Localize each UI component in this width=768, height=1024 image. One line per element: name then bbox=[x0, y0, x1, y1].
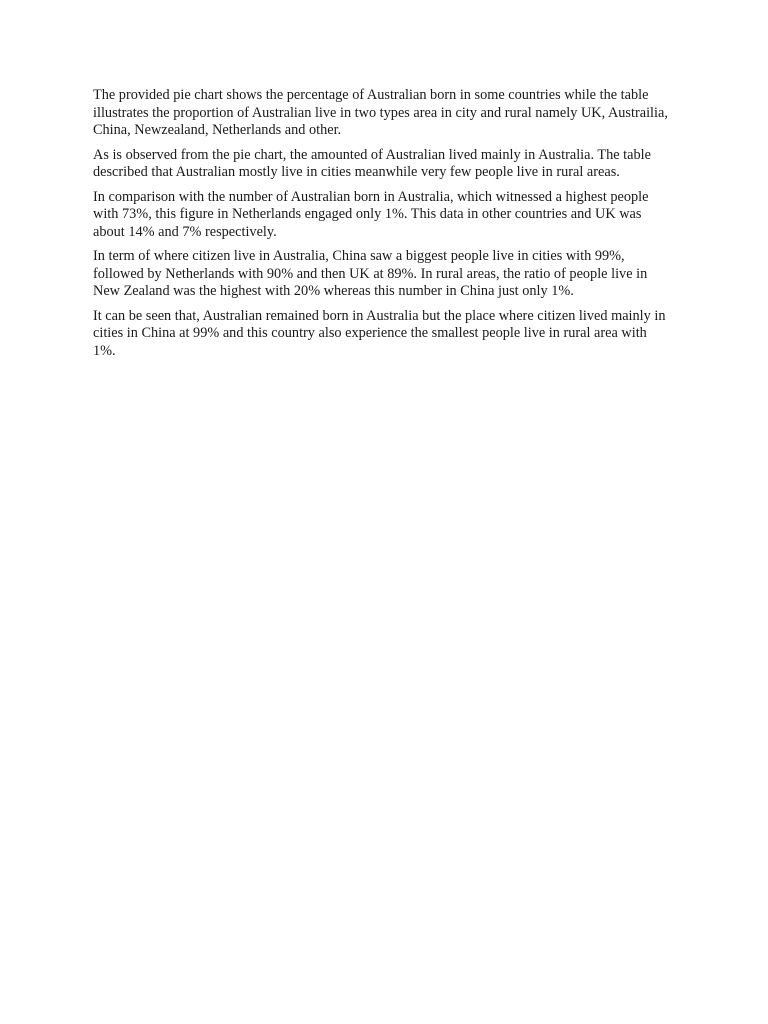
document-body bbox=[93, 87, 673, 367]
paragraph-residence-comparison: In term of where citizen live in Australia, China saw a biggest people live in cities with 99%, followed by Netherlands with 90% and then UK at 89%. In rural areas, the ratio of people live in New Zealand was the highest with 20% whereas this number in China just only 1%. bbox=[93, 248, 648, 299]
paragraph-birthplace-comparison: In comparison with the number of Australian born in Australia, which witnessed a highest people with 73%, this figure in Netherlands engaged only 1%. This data in other countries and UK was about 14% and 7% respectively. bbox=[93, 188, 649, 240]
paragraph-conclusion: It can be seen that, Australian remained born in Australia but the place where citizen lived mainly in cities in China at 99% and this country also experience the smallest people live in rural area with 1%. bbox=[93, 307, 666, 359]
paragraph-overview: As is observed from the pie chart, the amounted of Australian lived mainly in Australia. The table described that Australian mostly live in cities meanwhile very few people live in rural areas. bbox=[93, 146, 651, 180]
paragraph-introduction: The provided pie chart shows the percentage of Australian born in some countries while the table illustrates the proportion of Australian live in two types area in city and rural namely UK, Austrailia, China, Newzealand, Netherlands and other. bbox=[93, 87, 668, 138]
